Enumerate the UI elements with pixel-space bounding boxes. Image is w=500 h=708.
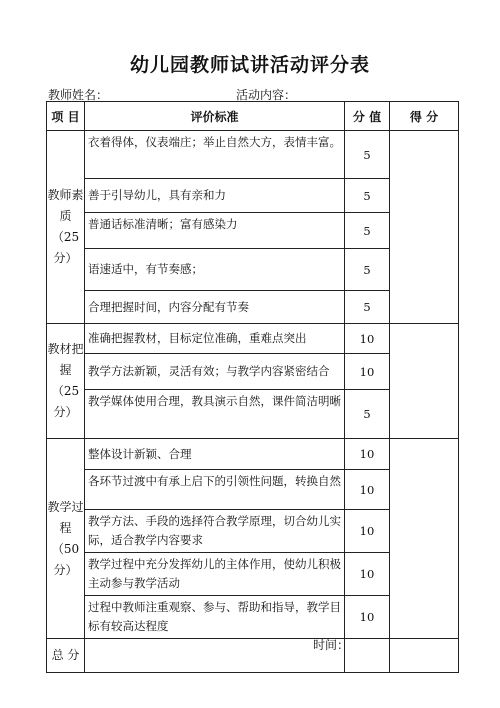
time-label: 时间： (313, 638, 350, 652)
table-row (47, 439, 459, 470)
total-label: 总 分 (47, 639, 85, 673)
score-input-cell[interactable] (390, 131, 459, 324)
header-criteria: 评价标准 (85, 102, 345, 131)
points-cell: 5 (345, 291, 390, 324)
points-cell: 5 (345, 249, 390, 291)
points-cell: 10 (345, 596, 390, 639)
points-cell: 5 (345, 131, 390, 179)
criteria-cell: 过程中教师注重观察、参与、帮助和指导，教学目标有较高达程度 (85, 596, 345, 639)
category-material-mastery: 教材把握（25分） (47, 324, 85, 439)
table-row (47, 324, 459, 354)
score-input-cell[interactable] (390, 324, 459, 439)
header-row (47, 102, 459, 131)
criteria-cell: 教学过程中充分发挥幼儿的主体作用，使幼儿积极主动参与教学活动 (85, 553, 345, 596)
teacher-name-label: 教师姓名： (48, 88, 109, 102)
criteria-cell: 普通话标准清晰；富有感染力 (85, 213, 345, 249)
header-score: 得 分 (390, 102, 459, 131)
criteria-cell: 准确把握教材，目标定位准确，重难点突出 (85, 324, 345, 354)
points-cell: 10 (345, 354, 390, 390)
header-points: 分 值 (345, 102, 390, 131)
points-cell: 10 (345, 510, 390, 553)
criteria-cell: 语速适中，有节奏感； (85, 249, 345, 291)
criteria-cell: 教学方法新颖，灵活有效；与教学内容紧密结合 (85, 354, 345, 390)
criteria-cell: 衣着得体，仪表端庄；举止自然大方，表情丰富。 (85, 131, 345, 179)
criteria-cell: 合理把握时间，内容分配有节奏 (85, 291, 345, 324)
total-points-cell (345, 639, 390, 673)
category-teacher-quality: 教师素质（25分） (47, 131, 85, 324)
table-row (47, 131, 459, 179)
points-cell: 10 (345, 439, 390, 470)
criteria-cell: 教学媒体使用合理，教具演示自然，课件简洁明晰 (85, 390, 345, 439)
total-score-cell[interactable] (390, 639, 459, 673)
points-cell: 5 (345, 213, 390, 249)
points-cell: 5 (345, 179, 390, 213)
criteria-cell: 整体设计新颖、合理 (85, 439, 345, 470)
criteria-cell: 善于引导幼儿，具有亲和力 (85, 179, 345, 213)
score-input-cell[interactable] (390, 439, 459, 639)
evaluation-table (46, 101, 459, 673)
points-cell: 10 (345, 553, 390, 596)
total-row (47, 639, 459, 673)
criteria-cell: 各环节过渡中有承上启下的引领性问题，转换自然 (85, 470, 345, 510)
points-cell: 5 (345, 390, 390, 439)
criteria-cell: 教学方法、手段的选择符合教学原理，切合幼儿实际，适合教学内容要求 (85, 510, 345, 553)
page-title: 幼儿园教师试讲活动评分表 (129, 54, 370, 76)
points-cell: 10 (345, 470, 390, 510)
points-cell: 10 (345, 324, 390, 354)
category-teaching-process: 教学过程（50分） (47, 439, 85, 639)
header-item: 项 目 (47, 102, 85, 131)
activity-content-label: 活动内容： (236, 88, 297, 102)
total-criteria-cell (85, 639, 345, 673)
